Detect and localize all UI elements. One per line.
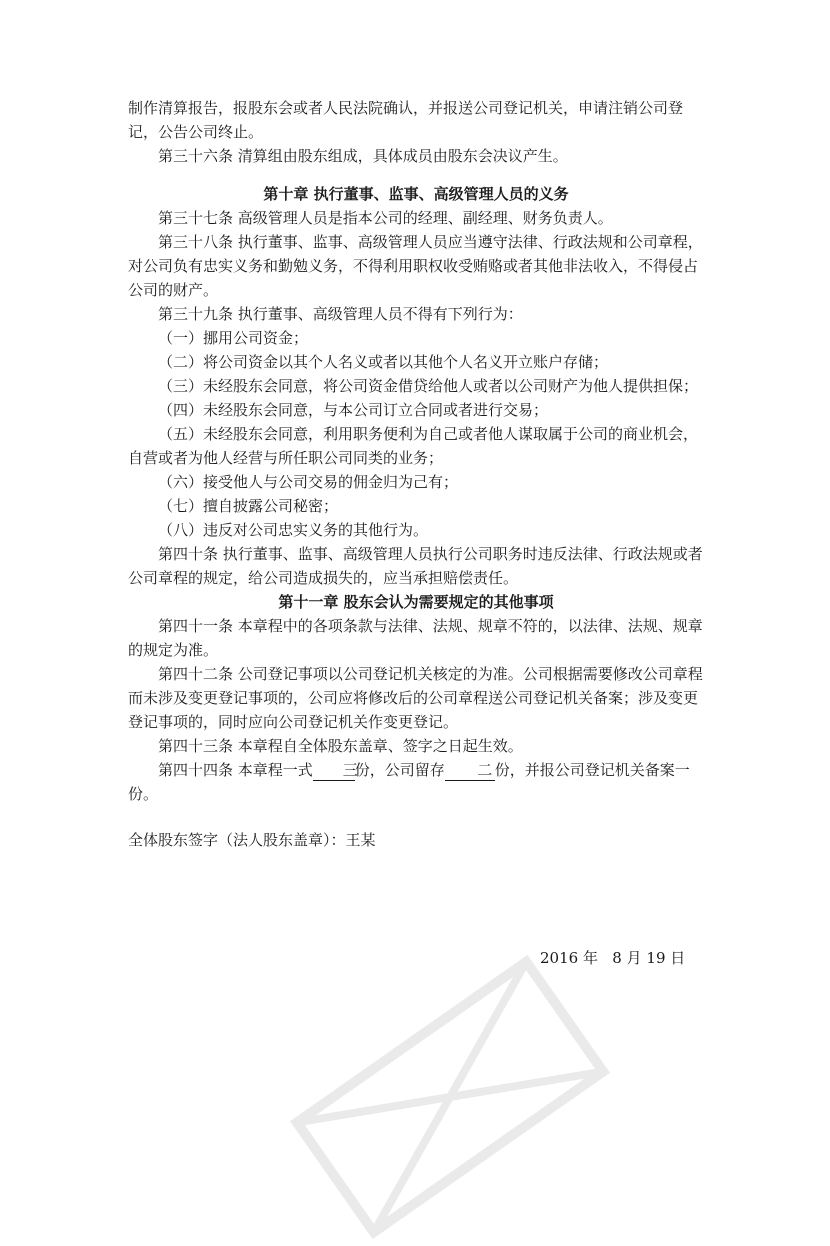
copies-blank: 三 [313, 760, 355, 781]
document-body [128, 96, 704, 852]
list-item-4: （四）未经股东会同意，与本公司订立合同或者进行交易； [158, 401, 549, 419]
list-item-5: （五）未经股东会同意，利用职务便利为自己或者他人谋取属于公司的商业机会，自营或者为他人经营与所任职公司同类的业务； [128, 425, 699, 467]
article-36: 第三十六条 清算组由股东组成，具体成员由股东会决议产生。 [158, 147, 568, 165]
list-item-1: （一）挪用公司资金； [158, 329, 309, 347]
list-item-8: （八）违反对公司忠实义务的其他行为。 [158, 521, 429, 539]
list-item-7: （七）擅自披露公司秘密； [158, 497, 339, 515]
date-year-unit: 年 [582, 949, 598, 967]
article-44 [128, 758, 704, 806]
date-month: 8 [612, 949, 622, 967]
article-39: 第三十九条 执行董事、高级管理人员不得有下列行为： [158, 305, 523, 323]
article-44-suffix: 份，并报公司登记机关备案一份。 [128, 761, 690, 803]
list-item-6: （六）接受他人与公司交易的佣金归为己有； [158, 473, 459, 491]
retained-blank: 二 [445, 760, 495, 781]
chapter-10-heading: 第十章 执行董事、监事、高级管理人员的义务 [263, 185, 569, 203]
signature-line: 全体股东签字（法人股东盖章）：王某 [128, 831, 376, 849]
date-month-unit: 月 [626, 949, 642, 967]
chapter-11-heading: 第十一章 股东会认为需要规定的其他事项 [278, 593, 554, 611]
article-44-middle: 份，公司留存 [354, 761, 445, 779]
date-day-unit: 日 [670, 949, 686, 967]
list-item-2: （二）将公司资金以其个人名义或者以其他个人名义开立账户存储； [158, 353, 609, 371]
article-40: 第四十条 执行董事、监事、高级管理人员执行公司职务时违反法律、行政法规或者公司章程的规定，给公司造成损失的，应当承担赔偿责任。 [128, 545, 703, 587]
date-year: 2016 [540, 949, 579, 967]
article-44-prefix: 第四十四条 本章程一式 [158, 761, 313, 779]
paragraph-continued: 制作清算报告，报股东会或者人民法院确认，并报送公司登记机关，申请注销公司登记，公告公司终止。 [128, 99, 684, 141]
signing-date [540, 946, 685, 970]
article-41: 第四十一条 本章程中的各项条款与法律、法规、规章不符的，以法律、法规、规章的规定为准。 [128, 617, 703, 659]
list-item-3: （三）未经股东会同意，将公司资金借贷给他人或者以公司财产为他人提供担保； [158, 377, 699, 395]
watermark-icon [283, 948, 617, 1246]
article-43: 第四十三条 本章程自全体股东盖章、签字之日起生效。 [158, 737, 523, 755]
date-day: 19 [646, 949, 666, 967]
article-38: 第三十八条 执行董事、监事、高级管理人员应当遵守法律、行政法规和公司章程，对公司负有忠实义务和勤勉义务，不得利用职权收受贿赂或者其他非法收入，不得侵占公司的财产。 [128, 233, 703, 299]
article-42: 第四十二条 公司登记事项以公司登记机关核定的为准。公司根据需要修改公司章程而未涉及变更登记事项的，公司应将修改后的公司章程送公司登记机关备案；涉及变更登记事项的，同时应向公司登记机关作变更登记。 [128, 665, 703, 731]
article-37: 第三十七条 高级管理人员是指本公司的经理、副经理、财务负责人。 [158, 209, 613, 227]
